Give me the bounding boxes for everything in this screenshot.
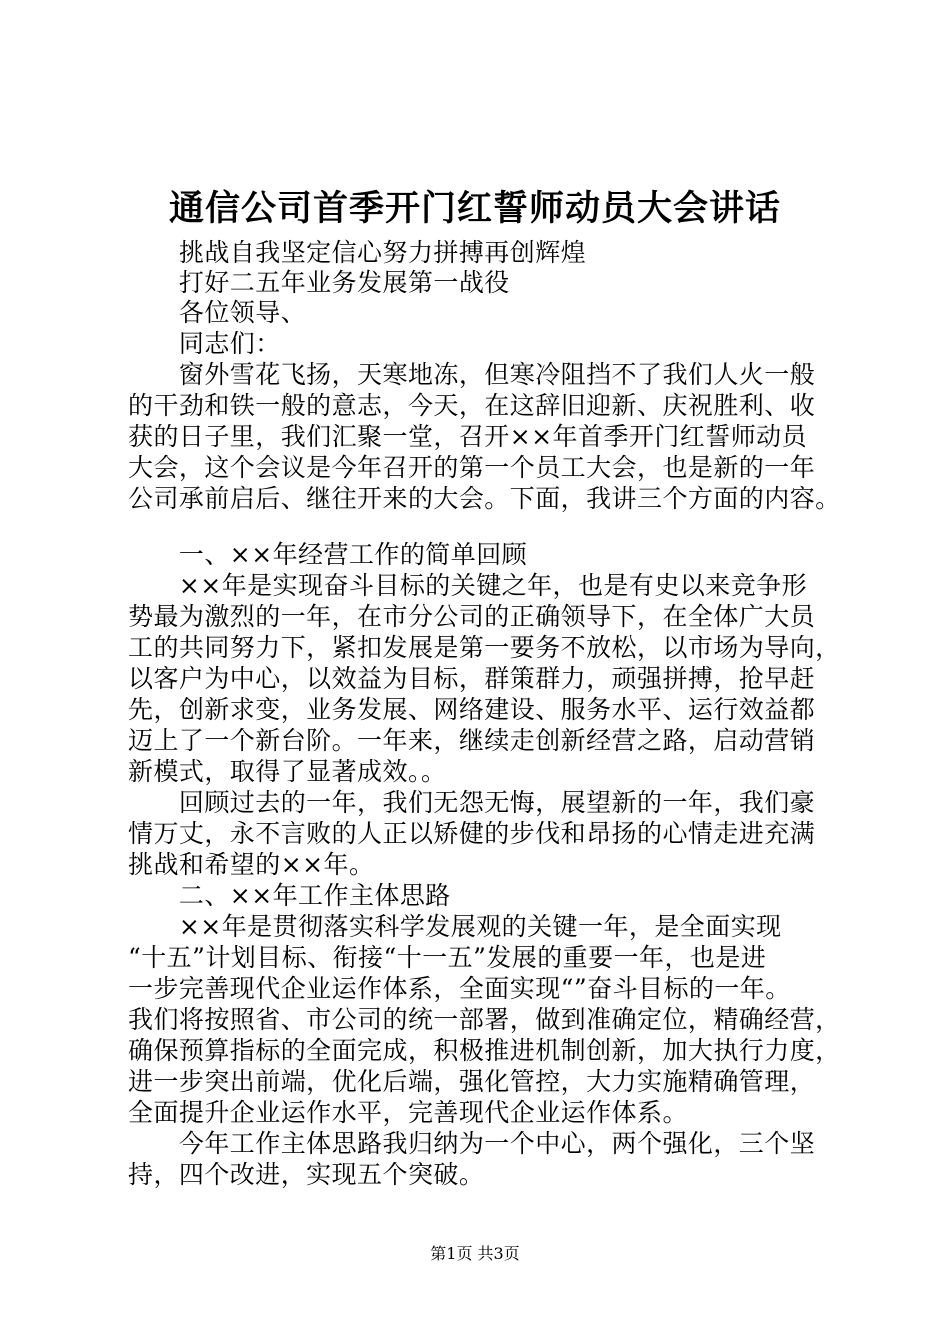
text-line: 获的日子里，我们汇聚一堂，召开××年首季开门红誓师动员 <box>128 422 808 451</box>
text-line: 先，创新求变，业务发展、网络建设、服务水平、运行效益都 <box>128 695 816 724</box>
text-line: 势最为激烈的一年，在市分公司的正确领导下，在全体广大员 <box>128 602 816 631</box>
text-line: ××年是贯彻落实科学发展观的关键一年，是全面实现 <box>128 912 782 941</box>
text-line: 同志们： <box>128 329 281 358</box>
text-line: “十五”计划目标、衔接“十一五”发展的重要一年，也是进 <box>128 943 767 972</box>
text-line: 挑战和希望的××年。 <box>128 850 375 879</box>
text-line: 确保预算指标的全面完成，积极推进机制创新，加大执行力度， <box>128 1036 841 1065</box>
page-number-footer: 第1页 共3页 <box>430 1244 520 1263</box>
text-line: 进一步突出前端，优化后端，强化管控，大力实施精确管理， <box>128 1067 816 1096</box>
text-line: 大会，这个会议是今年召开的第一个员工大会，也是新的一年 <box>128 453 816 482</box>
text-line: 迈上了一个新台阶。一年来，继续走创新经营之路，启动营销 <box>128 726 816 755</box>
text-line: 回顾过去的一年，我们无怨无悔，展望新的一年，我们豪 <box>128 788 816 817</box>
text-line: 的干劲和铁一般的意志，今天，在这辞旧迎新、庆祝胜利、收 <box>128 391 816 420</box>
text-line: 挑战自我坚定信心努力拼搏再创辉煌 <box>128 238 587 267</box>
text-line: 公司承前启后、继往开来的大会。下面，我讲三个方面的内容。 <box>128 484 841 513</box>
text-line: 新模式，取得了显著成效。。 <box>128 757 447 786</box>
text-line: 今年工作主体思路我归纳为一个中心，两个强化，三个坚 <box>128 1129 816 1158</box>
document-title: 通信公司首季开门红誓师动员大会讲话 <box>168 188 781 229</box>
text-line: 一步完善现代企业运作体系，全面实现“”奋斗目标的一年。 <box>128 974 791 1003</box>
text-line: 情万丈，永不言败的人正以矫健的步伐和昂扬的心情走进充满 <box>128 819 816 848</box>
text-line: 各位领导、 <box>128 298 307 327</box>
text-line: 全面提升企业运作水平，完善现代企业运作体系。 <box>128 1098 688 1127</box>
text-line: ××年是实现奋斗目标的关键之年，也是有史以来竞争形 <box>128 571 808 600</box>
text-line: 以客户为中心，以效益为目标，群策群力，顽强拼搏，抢早赶 <box>128 664 816 693</box>
text-line: 持，四个改进，实现五个突破。 <box>128 1160 485 1189</box>
section-heading: 一、××年经营工作的简单回顾 <box>128 540 528 569</box>
text-line: 窗外雪花飞扬，天寒地冻，但寒冷阻挡不了我们人火一般 <box>128 360 816 389</box>
text-line: 打好二五年业务发展第一战役 <box>128 268 510 297</box>
text-line: 工的共同努力下，紧扣发展是第一要务不放松，以市场为导向， <box>128 633 841 662</box>
section-heading: 二、××年工作主体思路 <box>128 881 451 910</box>
text-line: 我们将按照省、市公司的统一部署，做到准确定位，精确经营， <box>128 1005 841 1034</box>
